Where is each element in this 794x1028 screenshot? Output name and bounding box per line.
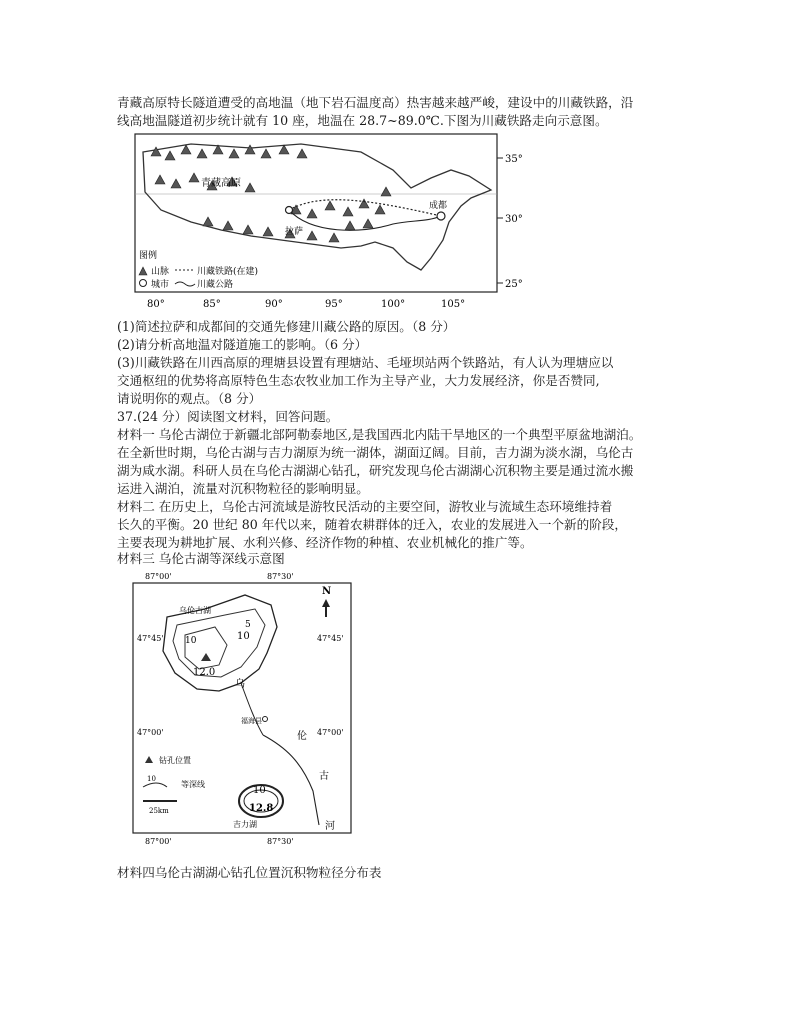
region-label: 青藏高原 (201, 178, 241, 189)
lon-label-bottom: 87°00' (145, 837, 172, 846)
intro-line-2: 线高地温隧道初步统计就有 10 座，地温在 28.7~89.0℃.下图为川藏铁路走向示意图。 (117, 113, 608, 128)
lon-label: 90° (265, 299, 283, 310)
lon-label: 85° (203, 299, 221, 310)
county-label: 福海县 (241, 717, 262, 725)
lat-label-right: 47°45' (317, 634, 344, 643)
legend-isobath-number: 10 (147, 775, 156, 783)
lake-south-name: 吉力湖 (233, 820, 257, 829)
depth-label: 10 (237, 631, 250, 642)
lon-label: 95° (325, 299, 343, 310)
material-2-line-3: 主要表现为耕地扩展、水利兴修、经济作物的种植、农业机械化的推广等。 (117, 535, 533, 550)
q37-heading: 37.(24 分）阅读图文材料，回答问题。 (117, 409, 339, 424)
sichuan-tibet-railway-map (131, 130, 531, 318)
lon-label: 100° (381, 299, 406, 310)
material-4-title: 材料四乌伦古湖湖心钻孔位置沉积物粒径分布表 (117, 865, 382, 880)
city-lhasa: 拉萨 (285, 227, 304, 237)
lon-label-bottom: 87°30' (267, 837, 294, 846)
legend-drill: 钻孔位置 (159, 756, 191, 765)
depth-label: 12.0 (193, 667, 216, 678)
river-char: 乌 (235, 679, 245, 690)
lat-label-left: 47°00' (137, 728, 164, 737)
scale-label: 25km (149, 807, 169, 815)
lat-label-right: 47°00' (317, 728, 344, 737)
material-2-line-1: 材料二 在历史上，乌伦古河流域是游牧民活动的主要空间，游牧业与流域生态环境维持着 (117, 499, 613, 514)
lake-name: 乌伦古湖 (179, 606, 211, 615)
lon-label-top: 87°30' (267, 572, 294, 581)
depth-label: 12.8 (249, 803, 274, 814)
legend-highway: 川藏公路 (197, 280, 234, 290)
county-icon (263, 717, 268, 722)
ulungur-lake-isobath-map (115, 565, 355, 847)
river-char: 古 (319, 771, 329, 782)
river-char: 伦 (297, 731, 307, 742)
depth-label: 5 (245, 620, 251, 630)
material-2-line-2: 长久的平衡。20 世纪 80 年代以来，随着农耕群体的迁入，农业的发展进入一个新的阶段， (117, 517, 628, 532)
material-1-line-2: 在全新世时期，乌伦古湖与吉力湖原为统一湖体，湖面辽阔。目前，吉力湖为淡水湖，乌伦古 (117, 445, 634, 460)
question-3-line-2: 交通枢纽的优势将高原特色生态农牧业加工作为主导产业，大力发展经济，你是否赞同, (117, 373, 600, 388)
material-1-line-1: 材料一 乌伦古湖位于新疆北部阿勒泰地区,是我国西北内陆干旱地区的一个典型平原盆地湖泊。 (117, 427, 642, 442)
depth-label: 10 (185, 636, 197, 646)
city-icon (140, 280, 147, 287)
legend-title: 图例 (139, 251, 158, 261)
river-char: 河 (325, 821, 335, 832)
material-1-line-3: 湖为咸水湖。科研人员在乌伦古湖湖心钻孔，研究发现乌伦古湖湖心沉积物主要是通过流水搬 (117, 463, 634, 478)
question-3-line-3: 请说明你的观点。（8 分） (117, 391, 262, 406)
legend-railway: 川藏铁路(在建) (197, 267, 259, 277)
question-1: (1)简述拉萨和成都间的交通先修建川藏公路的原因。（8 分） (117, 319, 456, 334)
north-label: N (322, 586, 332, 597)
lat-label: 25° (505, 279, 523, 290)
lat-label-left: 47°45' (137, 634, 164, 643)
legend-city: 城市 (151, 280, 170, 290)
depth-label: 10 (253, 785, 266, 796)
lon-label: 80° (147, 299, 165, 310)
lat-label: 30° (505, 214, 523, 225)
legend-isobath: 等深线 (181, 780, 205, 789)
question-2: (2)请分析高地温对隧道施工的影响。（6 分） (117, 337, 368, 352)
material-3-title: 材料三 乌伦古湖等深线示意图 (117, 551, 285, 566)
lon-label: 105° (441, 299, 466, 310)
legend-mountain: 山脉 (151, 267, 170, 277)
intro-line-1: 青藏高原特长隧道遭受的高地温（地下岩石温度高）热害越来越严峻，建设中的川藏铁路，沿 (117, 95, 634, 110)
lon-label-top: 87°00' (145, 572, 172, 581)
city-chengdu: 成都 (429, 201, 448, 211)
lat-label: 35° (505, 154, 523, 165)
material-1-line-4: 运进入湖泊，流量对沉积物粒径的影响明显。 (117, 481, 369, 496)
question-3-line-1: (3)川藏铁路在川西高原的理塘县设置有理塘站、毛垭坝站两个铁路站，有人认为理塘应以 (117, 355, 614, 370)
